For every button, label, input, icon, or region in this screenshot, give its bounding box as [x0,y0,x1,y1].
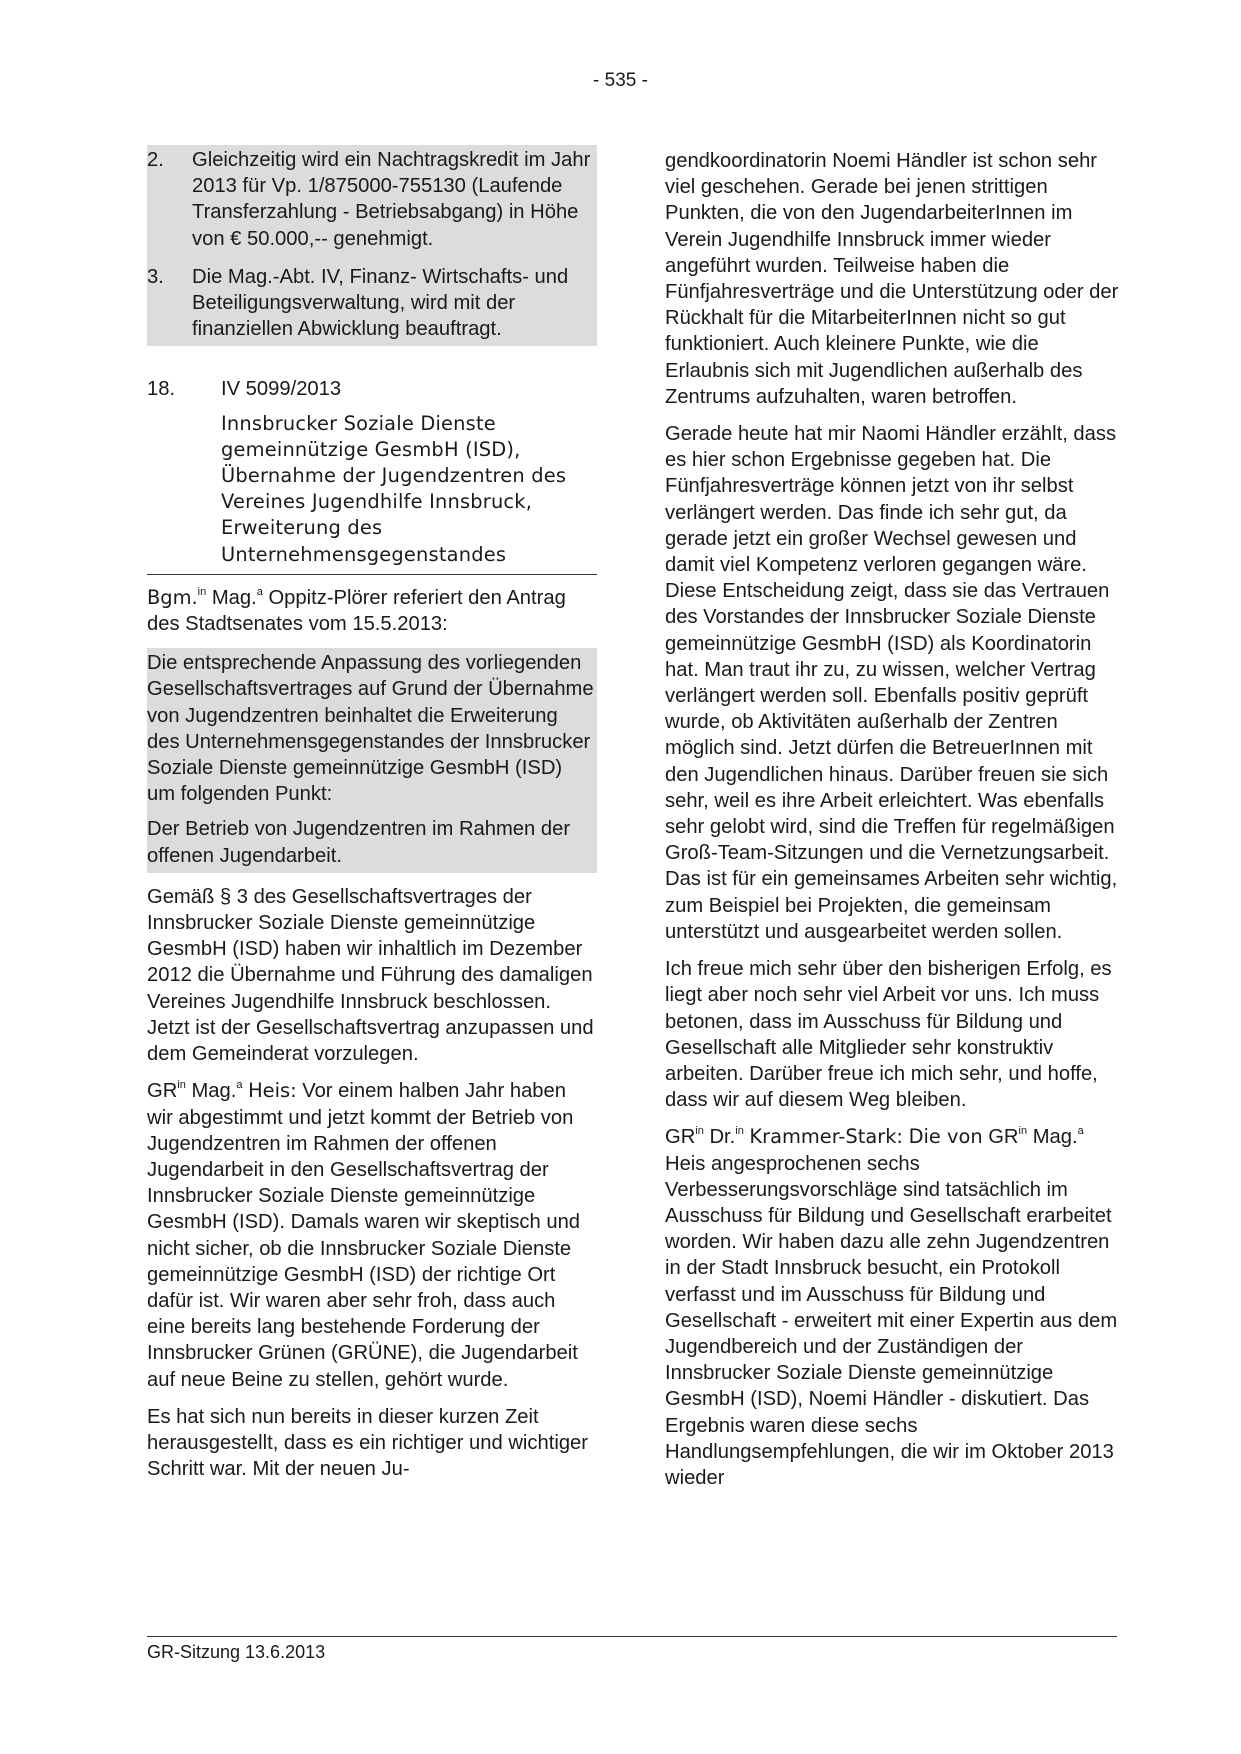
item-number: 3. [147,265,164,288]
motion-paragraph: Die entsprechende Anpassung des vorliegenden Gesellschaftsvertrages auf Grund der Übernahme von Jugendzentren beinhaltet die Erweiterung des Unternehmensgegenstandes der Innsbrucker Soziale Dienste gemeinnützige GesmbH (ISD) um folgenden Punkt: [147,652,594,806]
left-column [147,148,597,1493]
speaker-role-sup: in [197,585,207,598]
list-item [147,264,594,343]
speaker-title-sup: a [256,585,263,598]
speaker-paragraph [147,585,597,637]
item-text: Gleichzeitig wird ein Nachtragskredit im Jahr 2013 für Vp. 1/875000-755130 (Laufende Transferzahlung - Betriebsabgang) in Höhe von € 50.000,-- genehmigt. [192,149,591,250]
speaker-title-sup: a [236,1079,243,1092]
speaker-name: Krammer-Stark: [749,1125,903,1149]
body-paragraph: gendkoordinatorin Noemi Händler ist schon sehr viel geschehen. Gerade bei jenen strittigen Punkten, die von den JugendarbeiterInnen im Verein Jugendhilfe Innsbruck immer wieder angeführt wurden. Teilweise haben die Fünfjahresverträge und die Unterstützung oder der Rückhalt für die MitarbeiterInnen nicht so gut funktioniert. Auch kleinere Punkte, wie die Erlaubnis sich mit Jugendlichen außerhalb des Zentrums aufzuhalten, waren betroffen. [665,150,1119,408]
agenda-title: Innsbrucker Soziale Dienste gemeinnützige GesmbH (ISD), Übernahme der Jugendzentren des Vereines Jugendhilfe Innsbruck, Erweiterung des Unternehmensgegenstandes [221,411,567,566]
speaker-text: Oppitz-Plörer referiert den Antrag des Stadtsenates vom 15.5.2013: [147,586,566,636]
speaker-paragraph [665,1124,1120,1491]
right-column [665,148,1120,1502]
footer-divider [147,1636,1117,1637]
agenda-item [147,376,597,574]
item-text: Die Mag.-Abt. IV, Finanz- Wirtschafts- und Beteiligungsverwaltung, wird mit der finanziellen Abwicklung beauftragt. [192,265,569,341]
speaker-role-sup: in [177,1079,186,1092]
speaker-role: GR [147,1080,178,1103]
speaker-role: GR [665,1126,696,1149]
speaker-title: Dr. [709,1126,736,1149]
speaker-title-sup: in [735,1125,744,1138]
agenda-header [147,376,597,402]
body-paragraph: Es hat sich nun bereits in dieser kurzen Zeit herausgestellt, dass es ein richtiger und wichtiger Schritt war. Mit der neuen Ju- [147,1405,588,1481]
speaker-text: Heis angesprochenen sechs Verbesserungsvorschläge sind tatsächlich im Ausschuss für Bildung und Gesellschaft erarbeitet worden. Wir haben dazu alle zehn Jugendzentren in der Stadt Innsbruck besucht, ein Protokoll verfasst und im Ausschuss für Bildung und Gesellschaft - erweitert mit einer Expertin aus dem Jugendbereich und der Zuständigen der Innsbrucker Soziale Dienste gemeinnützige GesmbH (ISD), Noemi Händler - diskutiert. Das Ergebnis waren diese sechs Handlungsempfehlungen, die wir im Oktober 2013 wieder [665,1152,1118,1489]
referenced-title: Mag. [1032,1126,1078,1149]
list-item [147,147,594,252]
referenced-title-sup: a [1077,1125,1084,1138]
body-paragraph: Gemäß § 3 des Gesellschaftsvertrages der Innsbrucker Soziale Dienste gemeinnützige GesmbH (ISD) haben wir inhaltlich im Dezember 2012 die Übernahme und Führung des damaligen Vereines Jugendhilfe Innsbruck beschlossen. Jetzt ist der Gesellschaftsvertrag anzupassen und dem Gemeinderat vorzulegen. [147,885,594,1066]
agenda-number: 18. [147,378,176,401]
agenda-reference: IV 5099/2013 [221,378,342,401]
motion-block [147,648,597,873]
body-paragraph: Ich freue mich sehr über den bisherigen Erfolg, es liegt aber noch sehr viel Arbeit vor uns. Ich muss betonen, dass im Ausschuss für Bildung und Gesellschaft alle Mitglieder sehr konstruktiv arbeiten. Darüber freue ich mich sehr, und hoffe, dass wir auf diesem Weg bleiben. [665,958,1112,1112]
motion-paragraph: Der Betrieb von Jugendzentren im Rahmen der offenen Jugendarbeit. [147,818,571,867]
referenced-role-sup: in [1018,1125,1028,1138]
speaker-text: Vor einem halben Jahr haben wir abgestimmt und jetzt kommt der Betrieb von Jugendzentren im Rahmen der offenen Jugendarbeit in den Gesellschaftsvertrag der Innsbrucker Soziale Dienste gemeinnützige GesmbH (ISD). Damals waren wir skeptisch und nicht sicher, ob die Innsbrucker Soziale Dienste gemeinnützige GesmbH (ISD) der richtige Ort dafür ist. Wir waren aber sehr froh, dass auch eine bereits lang bestehende Forderung der Innsbrucker Grünen (GRÜNE), die Jugendarbeit auf neue Beine zu stellen, gehört wurde. [147,1080,581,1391]
item-number: 2. [147,149,164,171]
speaker-paragraph [147,1078,597,1392]
speaker-title: Mag. [191,1080,237,1103]
resolution-list [147,145,597,346]
page-number: - 535 - [593,70,648,91]
speaker-title: Mag. [211,586,257,609]
speaker-name: Heis: [248,1079,297,1103]
speaker-role: Bgm. [147,585,198,609]
speaker-role-sup: in [695,1125,704,1138]
footer-text: GR-Sitzung 13.6.2013 [147,1642,326,1662]
referenced-role: GR [988,1126,1019,1149]
speaker-lead: Die von [908,1125,983,1149]
body-paragraph: Gerade heute hat mir Naomi Händler erzählt, dass es hier schon Ergebnisse gegeben hat. Die Fünfjahresverträge können jetzt von ihr selbst verlängert werden. Das finde ich sehr gut, da gerade jetzt ein großer Wechsel gewesen und damit viel Kompetenz verloren gegangen wäre. Diese Entscheidung zeigt, dass sie das Vertrauen des Vorstandes der Innsbrucker Soziale Dienste gemeinnützige GesmbH (ISD) als Koordinatorin hat. Man traut ihr zu, zu wissen, welcher Vertrag verlängert werden soll. Ebenfalls positiv geprüft wurde, ob Aktivitäten außerhalb der Zentren möglich sind. Jetzt dürfen die BetreuerInnen mit den Jugendlichen hinaus. Darüber freuen sie sich sehr, weil es ihre Arbeit erleichtert. Was ebenfalls sehr gelobt wird, sind die Treffen für regelmäßigen Groß-Team-Sitzungen und die Vernetzungsarbeit. Das ist für ein gemeinsames Arbeiten sehr wichtig, zum Beispiel bei Projekten, die gemeinsam unterstützt und ausgearbeitet werden sollen. [665,423,1118,943]
